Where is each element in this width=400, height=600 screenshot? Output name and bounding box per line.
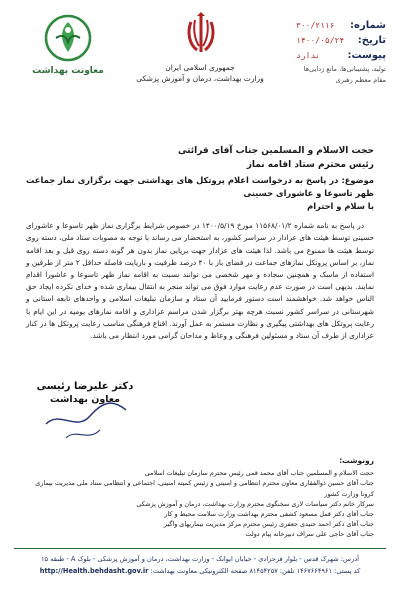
letter-greeting: با سلام و احترام	[307, 201, 374, 211]
date-value: ۱۴۰۰/۰۵/۲۴	[296, 36, 345, 45]
letter-date-row	[296, 33, 386, 48]
footer-contact-text: کد پستی: ۱۴۶۷۶۶۴۹۶۱ تلفن: ۸۱۴۵۴۲۵۷ صفحه الکترونیکی معاونت بهداشت:	[150, 567, 361, 575]
attach-value: ندارد	[296, 51, 321, 60]
letter-content	[26, 144, 374, 342]
signature-block	[36, 380, 134, 448]
letter-subject: موضوع: در پاسخ به درخواست اعلام پروتکل های بهداشتی جهت برگزاری نماز جماعت ظهر تاسوعا و عاشورای حسینی	[26, 175, 374, 198]
motto-note: مقام معظم رهبری	[335, 76, 386, 84]
health-deputy-logo	[22, 12, 114, 76]
cc-heading: رونوشت:	[339, 456, 374, 465]
attach-label: پیوست:	[347, 50, 386, 61]
footer-contact	[14, 565, 386, 577]
national-emblem-icon	[179, 12, 223, 58]
letter-attach-row	[296, 48, 386, 63]
signature-scribble-icon	[36, 380, 134, 448]
logo-text: معاونت بهداشت	[32, 66, 104, 76]
number-label: شماره:	[350, 20, 386, 31]
website-link[interactable]: http://Health.behdasht.gov.ir	[39, 567, 149, 575]
letter-meta	[296, 18, 386, 85]
letter-body-paragraph: در پاسخ به نامه شماره ۱۱۵۶۸/۰۱/۲ مورخ ۱۴۰۰/۵/۱۹ در خصوص شرایط برگزاری نماز ظهر تاسوعا و عاشورای حسینی توسط هیئت های عزادار در سراسر کشور، به استحضار می رساند با توجه به مصوبات ستاد ملی، دسته روی توسط هیئت ها ممنوع می باشد. لذا هیئت های عزادار جهت برپایی نماز بدون هر گونه دسته روی قبل و بعد اقامه نماز، بر اساس پروتکل نمازهای جماعت در فضای باز با ۴۰ درصد ظرفیت و باریایت فاصله حداقل ۲ متر از طرفین و استفاده از ماسک و همچنین سجاده و مهر شخصی می توانند نسبت به اقامه نماز ظهر تاسوعا و عاشورا اقدام نمایند. بدیهی است در صورت عدم رعایت موارد فوق می تواند منجر به انتقال بیماری شده و خدای نکرده ایجاد حق الناس خواهد شد. خواهشمند است دستور فرمایید آن ستاد و سازمان تبلیغات اسلامی و واحدهای تابعه استانی و شهرستانی در سراسر کشور نسبت هرچه بهتر برگزار شدن مراسم عزاداری و اقامه نمازهای یومیه در این ایام با رعایت پروتکل های بهداشتی پیگیری و نظارت مستمر به عمل آورند. اقناع فرهنگی مناسب رعایت پروتکل ها در کنار عزاداری از طرف آن ستاد و مسئولین فرهنگی و وعاظ و مداحان گرامی مورد انتظار می باشد.	[26, 221, 375, 341]
ministry-line: وزارت بهداشت، درمان و آموزش پزشکی	[136, 74, 264, 83]
emblem	[178, 12, 224, 62]
cc-line: جناب آقای حاجی علی سراف دبیرخانه پیام دولت	[245, 530, 374, 539]
signer-name: دکتر علیرضا رئیسی	[36, 381, 134, 392]
ministry-line: جمهوری اسلامی ایران	[165, 63, 235, 72]
signer-role: معاون بهداشت	[49, 394, 121, 405]
health-logo-icon	[42, 12, 94, 64]
cc-line: حجت الاسلام و المسلمین جناب آقای محمد قمی رئیس محترم سازمان تبلیغات اسلامی	[144, 469, 374, 478]
footer-address: آدرس: شهرک قدس - بلوار فرحزادی - خیابان ایوانک - وزارت بهداشت، درمان و آموزش پزشکی - بلوک A - طبقه ۱۵	[41, 555, 359, 563]
recipient-name: حجت الاسلام و المسلمین جناب آقای قرائتی	[177, 146, 374, 156]
cc-line: جناب آقای حسین ذوالفقاری معاون محترم انتظامی و امنیتی و رئیس کمیته امنیتی، اجتماعی و انتظامی ستاد ملی مدیریت بیماری کرونا وزارت کشور	[35, 479, 374, 498]
cc-line: سرکار خانم دکتر سیاسات لاری سخنگوی محترم وزارت بهداشت، درمان و آموزش پزشکی	[136, 499, 374, 508]
recipient-title: رئیس محترم ستاد اقامه نماز	[246, 160, 374, 170]
letter-number-row	[296, 18, 386, 33]
ministry-name	[128, 62, 272, 84]
date-label: تاریخ:	[357, 35, 386, 46]
letterhead	[0, 0, 400, 108]
footer	[14, 548, 386, 591]
cc-line: جناب آقای دکتر احمد جنیدی جعفری رئیس محترم مرکز مدیریت بیماریهای واگیر	[163, 520, 374, 529]
motto-note: تولید، پشتیبانی‌ها، مانع زدایی‌ها	[303, 65, 386, 73]
cc-line: جناب آقای دکتر قمل مسعود کشفی محترم بهداشت وزارت سلامت محیط و کار	[164, 510, 374, 519]
cc-list	[26, 456, 374, 540]
number-value: ۳۰۰/۲۱۱۶	[296, 21, 335, 30]
